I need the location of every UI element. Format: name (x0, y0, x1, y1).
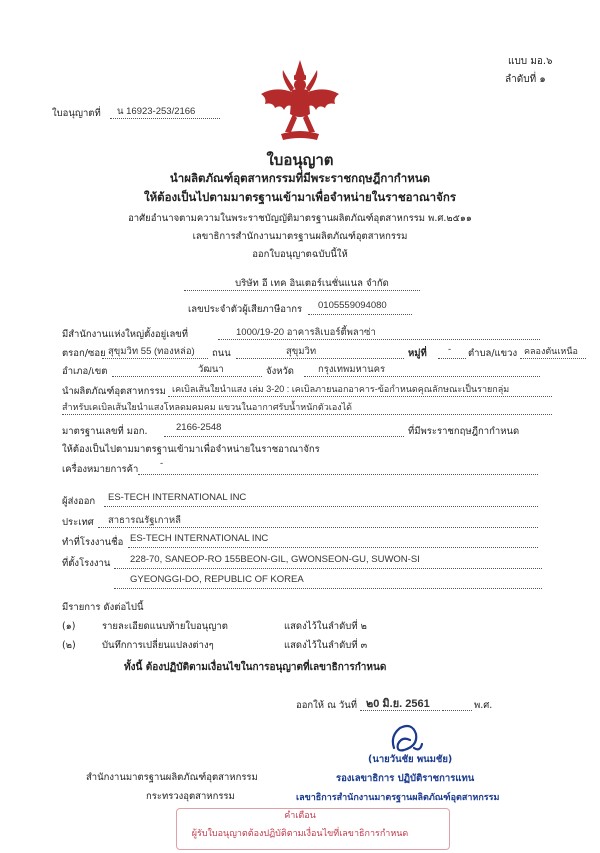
license-number-value: น 16923-253/2166 (117, 106, 196, 117)
exporter-value: ES-TECH INTERNATIONAL INC (108, 492, 247, 503)
factory-location-line-1: 228-70, SANEOP-RO 155BEON-GIL, GWONSEON-GU, SUWON-SI (130, 554, 420, 565)
product-line-2: สำหรับเคเบิลเส้นใยนำแสงโหลดมคมคม แขวนในอากาศรับน้ำหนักตัวเองได้ (62, 402, 352, 412)
condition-text: ทั้งนี้ ต้องปฏิบัติตามเงื่อนไขในการอนุญาตที่เลขาธิการกำหนด (124, 662, 387, 673)
soi-value: สุขุมวิท 55 (ทองหล่อ) (108, 346, 195, 357)
soi-label: ตรอก/ซอย (62, 348, 106, 359)
license-number-label: ใบอนุญาตที่ (52, 108, 101, 119)
country-label: ประเทศ (62, 517, 94, 528)
trademark-label: เครื่องหมายการค้า (62, 464, 139, 475)
factory-location-label: ที่ตั้งโรงงาน (62, 558, 111, 569)
item-1-number: (๑) (62, 621, 76, 632)
form-number: แบบ มอ.๖ (508, 56, 553, 67)
moo-label: หมู่ที่ (408, 348, 427, 359)
hq-address-value: 1000/19-20 อาคารลิเบอร์ตี้พลาซ่า (236, 327, 376, 338)
item-2-text: บันทึกการเปลี่ยนแปลงต่างๆ (102, 640, 214, 651)
issue-date-label: ออกให้ ณ วันที่ (296, 700, 358, 711)
hq-address-label: มีสำนักงานแห่งใหญ่ตั้งอยู่เลขที่ (62, 329, 189, 340)
factory-name-value: ES-TECH INTERNATIONAL INC (130, 533, 269, 544)
amphoe-label: อำเภอ/เขต (62, 366, 108, 377)
country-value: สาธารณรัฐเกาหลี (108, 515, 181, 526)
issue-year-label: พ.ศ. (474, 700, 493, 711)
tambon-label: ตำบล/แขวง (468, 348, 518, 359)
items-heading: มีรายการ ดังต่อไปนี้ (62, 602, 144, 613)
amphoe-value: วัฒนา (198, 364, 224, 375)
office-line-2: กระทรวงอุตสาหกรรม (146, 791, 235, 802)
item-1-ref: แสดงไว้ในลำดับที่ ๒ (284, 621, 367, 632)
office-line-1: สำนักงานมาตรฐานผลิตภัณฑ์อุตสาหกรรม (86, 772, 258, 783)
standard-line-2: ให้ต้องเป็นไปตามมาตรฐานเข้ามาเพื่อจำหน่ายในราชอาณาจักร (62, 444, 320, 455)
tax-id-label: เลขประจำตัวผู้เสียภาษีอากร (188, 304, 303, 315)
signatory-position-2: เลขาธิการสำนักงานมาตรฐานผลิตภัณฑ์อุตสาหกรรม (296, 793, 500, 803)
factory-location-line-2: GYEONGGI-DO, REPUBLIC OF KOREA (130, 574, 304, 585)
issue-date-value: ๒0 มิ.ย. 2561 (366, 698, 430, 710)
company-name: บริษัท อี เทค อินเตอร์เนชั่นแนล จำกัด (235, 278, 389, 289)
signatory-name: (นายวันชัย พนมชัย) (368, 754, 453, 765)
signatory-position-1: รองเลขาธิการ ปฏิบัติราชการแทน (336, 773, 475, 784)
standard-suffix: ที่มีพระราชกฤษฎีกากำหนด (408, 426, 520, 437)
garuda-emblem-icon (257, 58, 343, 144)
tambon-value: คลองตันเหนือ (524, 346, 578, 356)
warning-title: คำเตือน (284, 811, 316, 821)
province-value: กรุงเทพมหานคร (318, 364, 386, 375)
preamble-line-2: เลขาธิการสำนักงานมาตรฐานผลิตภัณฑ์อุตสาหกรรม (192, 231, 408, 242)
item-1-text: รายละเอียดแนบท้ายใบอนุญาต (102, 621, 228, 632)
product-label: นำผลิตภัณฑ์อุตสาหกรรม (62, 386, 166, 397)
factory-name-label: ทำที่โรงงานชื่อ (62, 537, 124, 548)
road-label: ถนน (212, 348, 231, 359)
road-value: สุขุมวิท (286, 346, 317, 357)
moo-value: - (448, 344, 452, 355)
document-subtitle-1: นำผลิตภัณฑ์อุตสาหกรรมที่มีพระราชกฤษฎีกากำหนด (169, 171, 431, 185)
standard-value: 2166-2548 (176, 422, 222, 433)
document-subtitle-2: ให้ต้องเป็นไปตามมาตรฐานเข้ามาเพื่อจำหน่ายในราชอาณาจักร (143, 190, 457, 204)
item-2-number: (๒) (62, 640, 76, 651)
preamble-line-3: ออกใบอนุญาตฉบับนี้ให้ (252, 249, 348, 260)
item-2-ref: แสดงไว้ในลำดับที่ ๓ (284, 640, 368, 651)
tax-id-value: 0105559094080 (318, 300, 387, 311)
product-line-1: เคเบิลเส้นใยนำแสง เล่ม 3-20 : เคเบิลภายนอกอาคาร-ข้อกำหนดคุณลักษณะเป็นรายกลุ่ม (172, 384, 510, 394)
exporter-label: ผู้ส่งออก (62, 496, 96, 507)
trademark-value: - (160, 458, 164, 469)
preamble-line-1: อาศัยอำนาจตามความในพระราชบัญญัติมาตรฐานผลิตภัณฑ์อุตสาหกรรม พ.ศ.๒๕๑๑ (128, 213, 472, 224)
form-order: ลำดับที่ ๑ (505, 74, 546, 85)
warning-text: ผู้รับใบอนุญาตต้องปฏิบัติตามเงื่อนไขที่เลขาธิการกำหนด (191, 829, 409, 839)
standard-label: มาตรฐานเลขที่ มอก. (62, 426, 148, 437)
document-title: ใบอนุญาต (266, 151, 334, 169)
province-label: จังหวัด (266, 366, 294, 377)
